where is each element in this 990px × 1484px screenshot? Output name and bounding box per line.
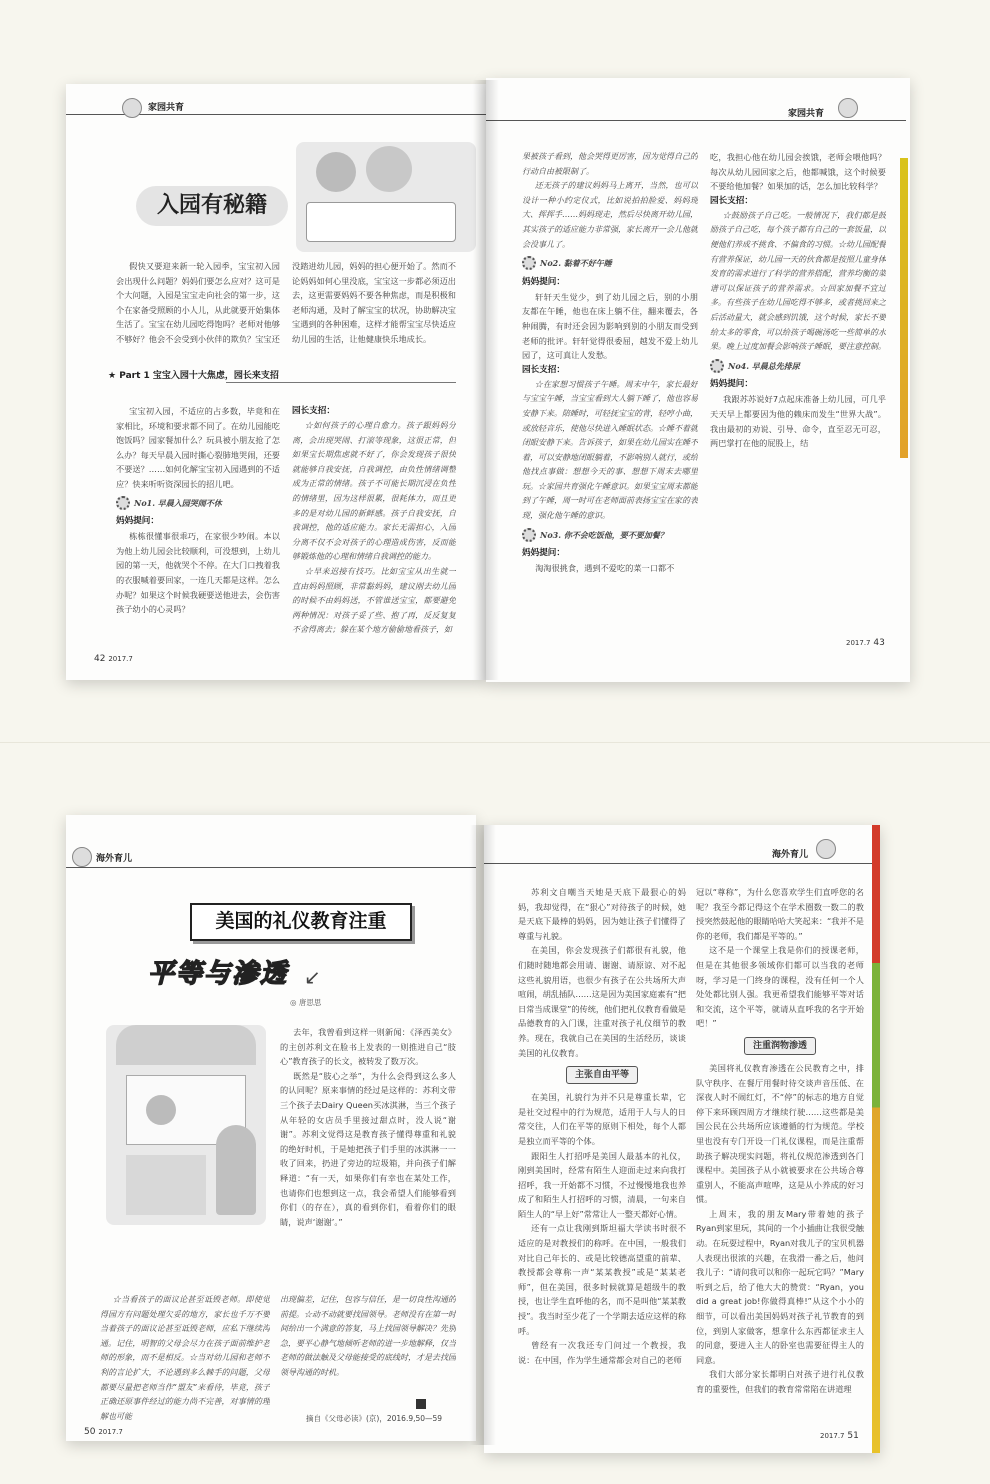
col-right: 去年，我曾看到这样一则新闻：《泽西美女》的主创苏利文在脸书上发表的一则推进自己“肢心”教育孩子的长文，被转发了数万次。 既然是“肢心之举”，为什么会得到这么多人的认同呢？原来事情的经过是这样的：苏利文带三个孩子去Dairy Queen买冰淇淋，当三个孩子从年轻的女店员手里接过甜点时，没人说“谢谢”。苏利文觉得这是教育孩子懂得尊重和礼貌的绝好时机，于是她把孩子们手里的冰淇淋一一收了回来，扔进了旁边的垃圾箱，并向孩子们解释道：“有一天，如果你们有幸也在某处工作，也请你们也想到这一点，我会希望人们能够看到你们（的存在），真的看到你们，看着你们的眼睛，说声‘谢谢’。” xyxy=(280,1027,456,1227)
edge-color-bar xyxy=(900,158,908,458)
col-1: 果被孩子看到，他会哭得更厉害，因为觉得自己的行动自由被限制了。 还无孩子的建议妈妈马上离开，当然，也可以设计一种小约定仪式，比如说拍拍脸爱、妈妈现大、挥挥手……妈妈现走，然后尽快离开幼儿园，其实孩子的适应能力非常强，家长离开一会儿他就会没事儿了。 No2. 黏着不好午睡 妈妈提问： 轩轩天生觉少，到了幼儿园之后，别的小朋友都在午睡，他也在床上躺不住，翻来覆去，各种闹腾，有时还会因为影响到别的小朋友而受到老师的批评。轩轩觉得很委屈，越发不爱上幼儿园了，这可真让人发愁。 园长支招： ☆在家想习惯孩子午睡。周末中午，家长最好与宝宝午睡，当宝宝看到大人躺下睡了，他也容易安静下来。陪睡时，可轻抚宝宝的背，轻哼小曲，或放轻音乐，使他尽快进入睡眠状态。☆睡不着就闭眼安静下来。告诉孩子，如果在幼儿园实在睡不着，可以安静地闭眼躺着，不影响别人就行，或给他找点事做：想想今天的事、想想下周末去哪里玩。☆家园共育强化午睡意识。如果宝宝周末都能到了午睡，周一时可在老师面前表扬宝宝在家的表现，强化他午睡的意识。 No3. 你不会吃饭他，要不要加餐？ 妈妈提问： 淘淘很挑食，遇到不爱吃的菜一口都不 xyxy=(522,152,698,574)
edge-color-bar xyxy=(872,825,880,1453)
sun-icon xyxy=(710,359,724,373)
col-bottom-1: ☆当看孩子的面议论甚至诋毁老师。即使觉得园方有问题处理欠妥的地方，家长也千万不要当着孩子的面议论甚至诋毁老师，应私下继续沟通。记住，明智的父母会尽力在孩子面前维护老师的形象，而不是相反。☆当对幼儿园和老师不利的言论扩大，不论遇到多么棘手的问题，父母都要尽量把老师当作“盟友”来看待，毕竟，孩子正确还原事件经过的能力尚不完善，对事情的理解也可能 xyxy=(100,1295,270,1421)
col-1: 宝宝初入园，不适应的占多数，毕竟和在家相比，环境和要求都不同了。在幼儿园能吃饱饭吗？园家餐加什么？玩具被小朋友抢了怎么办？每天早晨入园时撕心裂肺地哭闹，还要不要送？……如何化解宝宝初入园遇到的不适应？快来听听资深园长的招儿吧。 No1. 早晨入园哭闹不休 妈妈提问： 栋栋很懂事很乖巧，在家很少吵闹。本以为他上幼儿园会比较顺利，可没想到，上幼儿园的第一天，他就哭个不停。在大门口拽着我的衣服喊着要回家，一连几天都是这样。怎么办呢？如果这个时候我硬要送他进去，会伤害孩子幼小的心灵吗？ xyxy=(116,406,280,615)
page-number: 2017.7 51 xyxy=(820,1431,859,1441)
page-51 xyxy=(484,825,880,1453)
article-title: 美国的礼仪教育注重 xyxy=(190,903,412,941)
article-title: 入园有秘籍 xyxy=(136,186,288,226)
section-label: 家园共育 xyxy=(148,103,185,113)
section-mascot-icon xyxy=(122,98,142,118)
section-tag-2: 注重润物渗透 xyxy=(744,1037,816,1055)
ice-cream-shop-illustration xyxy=(106,1025,266,1225)
col-bottom-2: 出现偏差，记住，包容与信任，是一切良性沟通的前提。☆动不动就要找园领导。老师没有在第一时间给出一个满意的答复，马上找园领导解决？先别急，要平心静气地倾听老师的进一步地解释，仅当老师的做法触及父母能接受的底线时，才是去找园领导沟通的时机。 xyxy=(280,1295,456,1377)
bottom-photo xyxy=(0,742,990,1484)
col-2: 园长支招： ☆如何孩子的心理自愈力。孩子跟妈妈分离，会出现哭闹、打滚等现象，这很正常，但如果宝长期焦虑就不好了，你会发现孩子很快就能够自我安抚，自我调控，由负性情绪调整成为正常的情绪。孩子不可能长期沉浸在负性的情绪里，因为这样很累，很耗体力，而且更多的是对幼儿园的新鲜感。孩子自我安抚，自我调控，他的适应能力。家长无需担心，入园分离不仅不会对孩子的心理造成伤害，反而能够锻炼他的心理和情绪自我调控的能力。 ☆早来迟接有技巧。比如宝宝从出生就一直由妈妈照顾，非常黏妈妈，建议刚去幼儿园的时候不由妈妈送，不管谁送宝宝，都要避免两种情况：对孩子妥了些、抱了再，反反复复不舍得离去；躲在某个地方偷偷地看孩子，如 xyxy=(292,406,456,635)
section-label: 海外育儿 xyxy=(96,854,133,864)
end-mark-icon xyxy=(416,1399,426,1409)
sun-icon xyxy=(116,496,130,510)
article-subtitle: 平等与渗透 xyxy=(148,959,289,989)
no2-badge: No2. 黏着不好午睡 xyxy=(522,256,698,271)
spine-shadow xyxy=(470,825,496,1445)
col-1: 苏利文自嘲当天她是天底下最狠心的妈妈，我却觉得，在“狠心”对待孩子的时候，她是天底下最棒的妈妈，因为她让孩子们懂得了尊重与礼貌。 在美国，你会发现孩子们都很有礼貌，他们随时随地都会用请、谢谢、请原谅、对不起这些礼貌用语，也很少有孩子在公共场所大声喧闹，胡乱插队……这是因为美国家庭素有“把日常当成课堂”的传统，他们把礼仪教育看做是品德教育的入门课，注重对孩子礼仪细节的教养。现在，我就自己在美国的生活经历，谈谈美国的礼仪教育。 主张自由平等 在美国，礼貌行为并不只是尊重长辈，它是社交过程中的行为规范，适用于人与人的日常交往，人们在平等的原则下相处，每个人都是独立而平等的个体。 跟阳生人打招呼是美国人最基本的礼仪，刚到美国时，经常有陌生人迎面走过来向我打招呼，我一开始都不习惯，不过慢慢地我也养成了和陌生人打招呼的习惯，清晨，一句来自陌生人的“早上好”常常让人一整天都好心情。 还有一点让我刚到斯坦福大学读书时很不适应的是对教授们的称呼。在中国，一般我们对比自己年长的、或是比较德高望重的前辈、教授都会尊称一声“某某教授”或是“某某老师”，但在美国，很多时候就算是超级牛的教授，也让学生直呼他的名，而不是叫他“某某教授”。我当时至少花了一个学期去适应这样的称呼。 曾经有一次我还专门问过一个教授，我说：在中国，作为学生通常都会对自己的老师 xyxy=(518,887,686,1365)
sun-icon xyxy=(522,528,536,542)
col-2: 冠以“尊称”，为什么您喜欢学生们直呼您的名呢？我至今都记得这个在学术圈数一数二的教授突然鼓起他的眼睛哈哈大笑起来：“我并不是你的老师，我们都是平等的。” 这不是一个课堂上我是你们的授课老师，但是在其他很多领域你们都可以当我的老师呀，学习是一门终身的课程，没有任何一个人处处都比别人强。我更希望我们能够平等对话和交流，这个平等，就请从直呼我的名字开始吧！” 注重润物渗透 美国将礼仪教育渗透在公民教育之中，排队守秩序、在餐厅用餐时待交谈声音压低、在深夜人时不闹红灯，不“停”的标志的地方自觉停下来环顾四周方才继续行驶……这些都是美国公民在公共场所应该遵循的行为规范。学校里也没有专门开设一门礼仪课程，而是注重帮助孩子解决现实问题，将礼仪规范渗透到各门课程中。美国孩子从小就被要求在公共场合尊重别人，不能高声喧哗，这是从小养成的好习惯。 上周末，我的朋友Mary带着她的孩子Ryan到家里玩，其间的一个小插曲让我很受触动。在玩耍过程中，Ryan对我儿子的宝贝机器人表现出很浓的兴趣，在我滑一番之后，他问我儿子：“请问我可以和你一起玩它吗？”Mary听到之后，给了他大大的赞赏：“Ryan，you did a great job!你做得真棒!”从这个小小的细节，可以看出美国妈妈对孩子礼节教育的到位，到别人家做客，想拿什么东西都征求主人的同意，要进入主人的卧室也需要征得主人的同意。 我们大部分家长都明白对孩子进行礼仪教育的重要性，但我们的教育常常陷在讲道理 xyxy=(696,887,864,1394)
kids-reading-illustration xyxy=(296,142,476,252)
intro-right: 没踏进幼儿园，妈妈的担心便开始了。然而不论妈妈如何心里没底，宝宝这一步都必须迈出去，这更需要妈妈不要各种焦虑，而是积极和老师沟通，及时了解宝宝的状况，协助解决宝宝遇到的各种困难，这样才能帮宝宝尽快适应幼儿园的生活，让他健康快乐地成长。 xyxy=(292,261,456,344)
no1-badge: No1. 早晨入园哭闹不休 xyxy=(116,496,280,511)
section-label: 家园共育 xyxy=(788,109,825,119)
page-number: 50 2017.7 xyxy=(84,1427,123,1437)
page-number: 2017.7 43 xyxy=(846,638,885,648)
section-label: 海外育儿 xyxy=(772,850,809,860)
page-50 xyxy=(66,815,476,1441)
section-mascot-icon xyxy=(72,847,92,867)
col-2: 吃，我担心他在幼儿园会挨饿，老师会喂他吗？每次从幼儿园回家之后，他都喊饿，这个时候要不要给他加餐？如果加的话，怎么加比较科学？ 园长支招： ☆鼓励孩子自己吃。一般情况下，我们都是鼓励孩子自己吃，每个孩子都有自己的一套饭量，以便他们养成不挑食、不偏食的习惯。☆幼儿园配餐有营养保证，幼儿园一天的伙食都是按照儿童身体发育的需求进行了科学的营养搭配，营养均衡的菜谱可以保证孩子的营养需求。☆回家加餐不宜过多。有些孩子在幼儿园吃得不够多，或者挑回来之后活动量大，就会感到饥饿，这个时候，家长不要给太多的零食，可以给孩子喝碗汤吃一些简单的水果。晚上过度加餐会影响孩子睡眠，要注意控制。 No4. 早晨总先排尿 妈妈提问： 我跟苏苏说好7点起床准备上幼儿园，可几乎天天早上都要因为他的赖床而发生“世界大战”。我由最初的劝说、引导、命令，直至忍无可忍，两巴掌打在他的屁股上，结 xyxy=(710,152,886,449)
sun-icon xyxy=(522,256,536,270)
intro-left: 假快又要迎来新一轮入园季，宝宝初入园会出现什么问题？妈妈们要怎么应对？这可是个大问题，入园是宝宝走向社会的第一步，这个在家备受照顾的小人儿，从此就要开始集体生活了。宝宝在幼儿园吃得饱吗？老师对他够不够好？他会不会受到小伙伴的欺负？宝宝还 xyxy=(116,261,280,344)
page-42 xyxy=(66,84,486,680)
page-43 xyxy=(486,78,910,682)
no3-badge: No3. 你不会吃饭他，要不要加餐？ xyxy=(522,528,698,543)
section-mascot-icon xyxy=(838,98,858,118)
spine-shadow xyxy=(473,80,499,680)
author: ◎ 唐思思 xyxy=(290,998,322,1007)
star-icon: ★ xyxy=(108,371,117,381)
arrow-icon: ↙ xyxy=(304,965,321,989)
section-tag-1: 主张自由平等 xyxy=(566,1066,638,1084)
source-note: 摘自《父母必读》(京)，2016.9,50—59 xyxy=(306,1414,443,1423)
page-number: 42 2017.7 xyxy=(94,654,133,664)
section-mascot-icon xyxy=(816,839,836,859)
part-heading: ★ Part 1 宝宝入园十大焦虑，园长来支招 xyxy=(108,371,279,381)
no4-badge: No4. 早晨总先排尿 xyxy=(710,359,886,374)
